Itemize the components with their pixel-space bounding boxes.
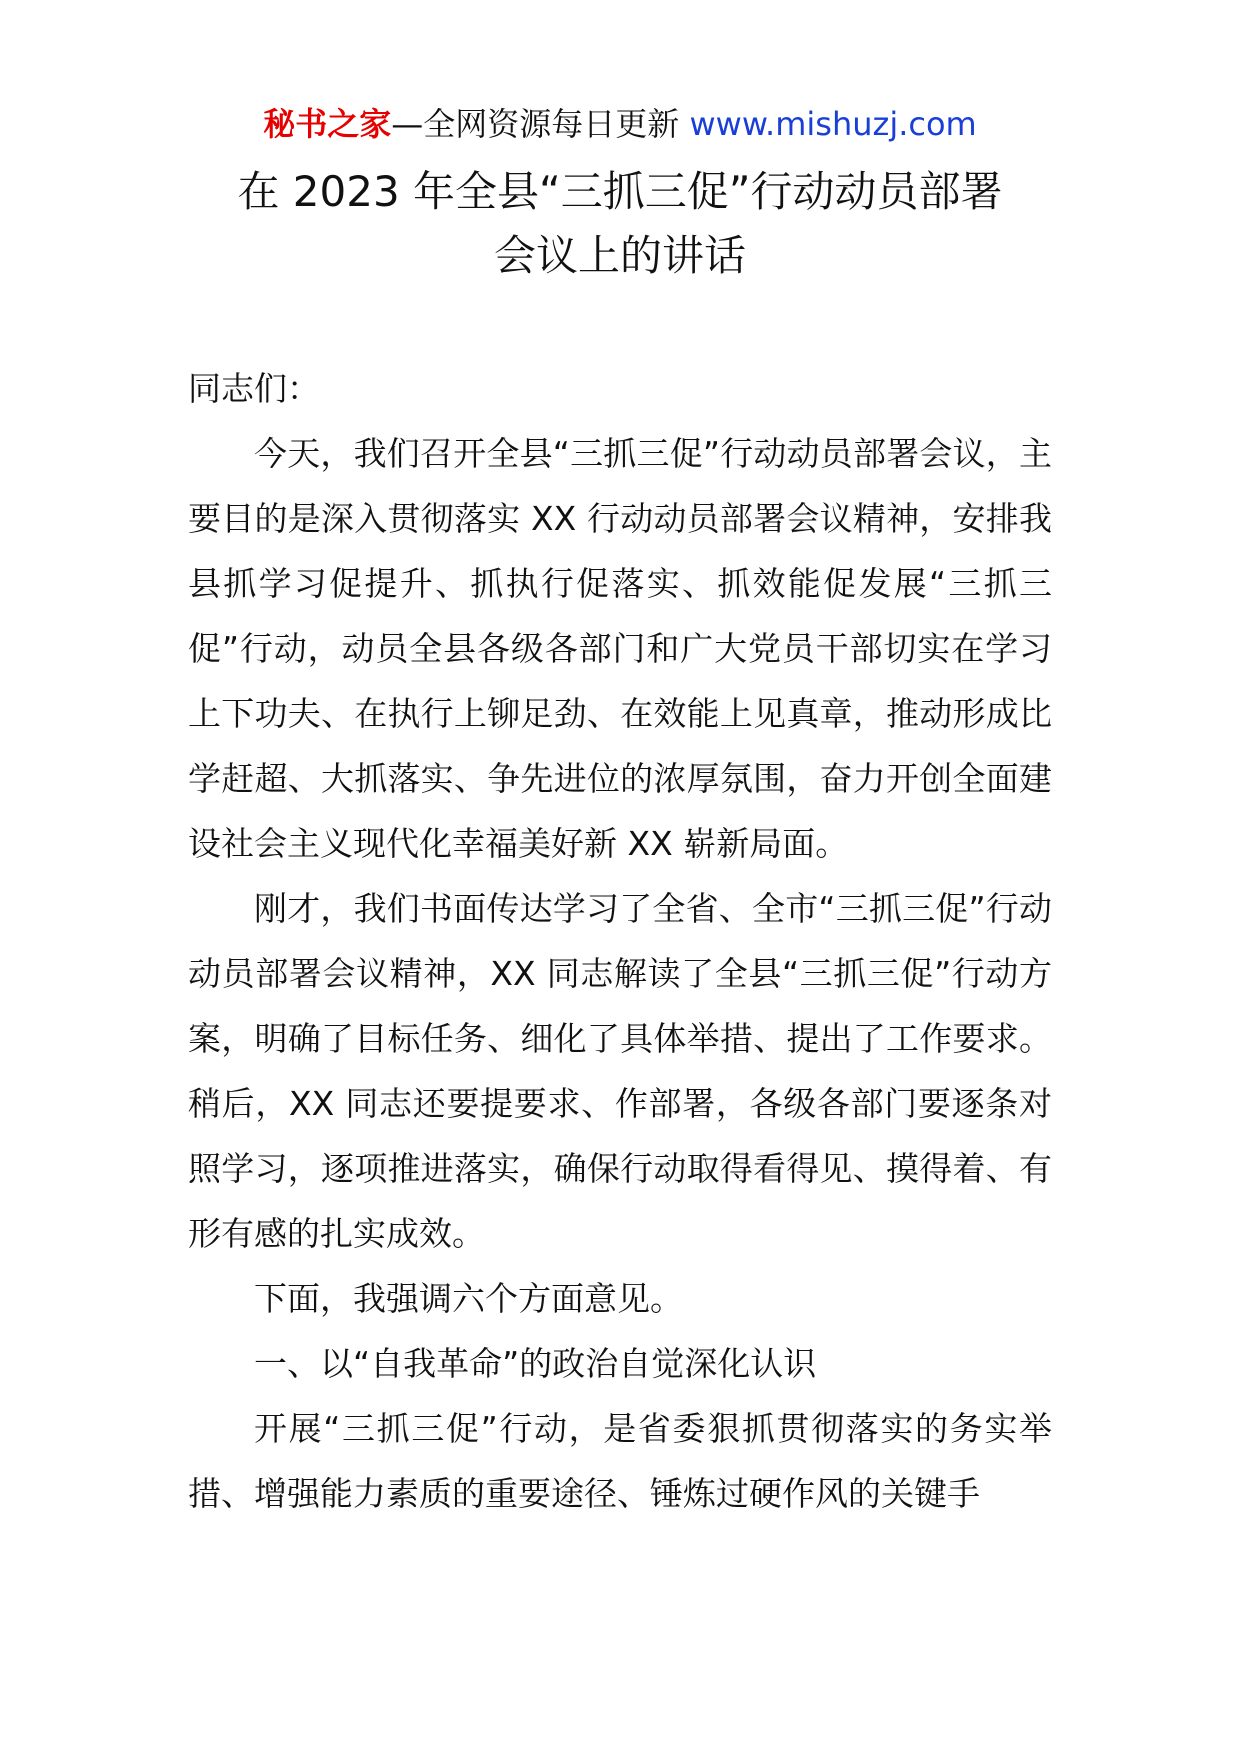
title-line-2: 会议上的讲话 (493, 231, 746, 280)
salutation: 同志们： (188, 369, 320, 408)
document-body (188, 356, 1052, 1526)
paragraph-1: 今天，我们召开全县“三抓三促”行动动员部署会议，主要目的是深入贯彻落实 XX 行动动员部署会议精神，安排我县抓学习促提升、抓执行促落实、抓效能促发展“三抓三促”行动，动员全县各级各部门和广大党员干部切实在学习上下功夫、在执行上铆足劲、在效能上见真章，推动形成比学赶超、大抓落实、争先进位的浓厚氛围，奋力开创全面建设社会主义现代化幸福美好新 XX 崭新局面。 (188, 434, 1052, 863)
site-url-link[interactable]: www.mishuzj.com (689, 105, 977, 143)
document-title (150, 160, 1090, 288)
site-header (0, 100, 1240, 148)
paragraph-4: 开展“三抓三促”行动，是省委狠抓贯彻落实的务实举措、增强能力素质的重要途径、锤炼过硬作风的关键手 (188, 1409, 1052, 1513)
header-tagline: —全网资源每日更新 (391, 105, 690, 143)
brand-name: 秘书之家 (263, 105, 392, 143)
title-line-1: 在 2023 年全县“三抓三促”行动动员部署 (237, 167, 1003, 216)
paragraph-3: 下面，我强调六个方面意见。 (254, 1279, 683, 1318)
section-heading-1: 一、以“自我革命”的政治自觉深化认识 (254, 1344, 817, 1383)
paragraph-2: 刚才，我们书面传达学习了全省、全市“三抓三促”行动动员部署会议精神，XX 同志解读了全县“三抓三促”行动方案，明确了目标任务、细化了具体举措、提出了工作要求。稍后，XX 同志还要提要求、作部署，各级各部门要逐条对照学习，逐项推进落实，确保行动取得看得见、摸得着、有形有感的扎实成效。 (188, 889, 1052, 1253)
